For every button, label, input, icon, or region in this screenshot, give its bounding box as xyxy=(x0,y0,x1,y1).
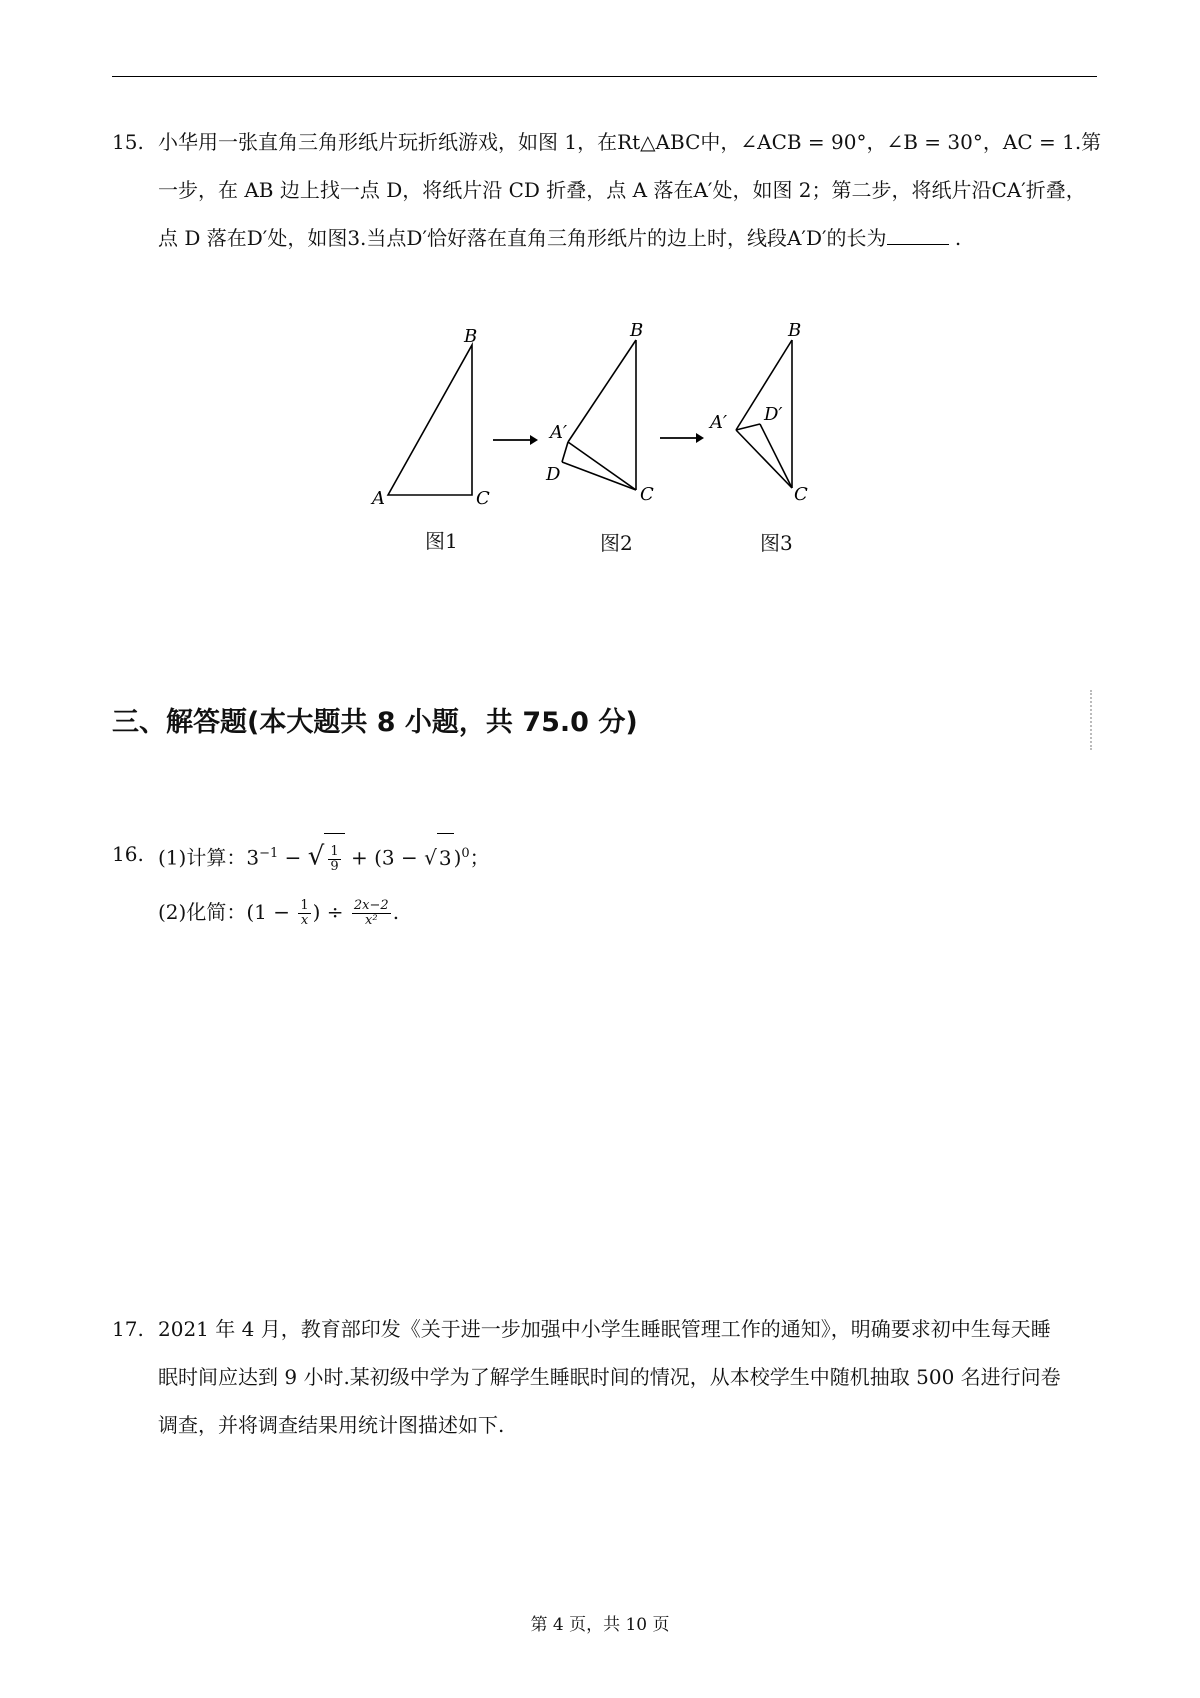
part-label: (1)计算： xyxy=(158,845,247,870)
denominator: x² xyxy=(365,913,378,928)
triangle-figures xyxy=(360,320,840,560)
question-16 xyxy=(112,830,1097,940)
question-text-line: 眠时间应达到 9 小时.某初级中学为了解学生睡眠时间的情况，从本校学生中随机抽取 500 名进行问卷 xyxy=(158,1365,1061,1389)
fig2-label-D: D xyxy=(546,464,561,485)
sqrt-symbol: √ xyxy=(424,845,437,870)
question-text-line: 一步，在 AB 边上找一点 D，将纸片沿 CD 折叠，点 A 落在A′处，如图 2；第二步，将纸片沿CA′折叠， xyxy=(158,178,1086,202)
fig1-caption: 图1 xyxy=(425,529,458,553)
sqrt-radicand: 3 xyxy=(437,833,454,882)
question-17 xyxy=(112,1305,1097,1455)
math-exponent: −1 xyxy=(259,846,279,861)
math-op: ) xyxy=(453,845,462,870)
fraction xyxy=(328,845,340,874)
math-exponent: 0 xyxy=(461,846,470,861)
question-15 xyxy=(112,118,1102,268)
numerator: 1 xyxy=(300,898,309,913)
math-op: ； xyxy=(469,845,490,870)
part-label: (2)化简： xyxy=(158,900,247,924)
fig1-label-A: A xyxy=(372,488,385,509)
math-term: 3 xyxy=(246,845,260,870)
fig3-edge-A1C xyxy=(736,430,792,488)
arrow-1-head xyxy=(530,435,538,445)
fig1-label-B: B xyxy=(464,326,478,347)
sqrt-symbol: √ xyxy=(307,841,325,872)
fraction xyxy=(352,899,391,928)
page-footer: 第 4 页，共 10 页 xyxy=(530,1615,670,1635)
fig3-label-D1: D′ xyxy=(764,404,783,425)
denominator: 9 xyxy=(330,858,339,874)
question-number: 15. xyxy=(112,130,144,154)
arrow-2-head xyxy=(696,433,704,443)
question-text: . xyxy=(948,226,962,250)
fraction xyxy=(298,899,310,928)
side-margin-dots xyxy=(1090,690,1094,750)
fig3-label-A1: A′ xyxy=(710,412,728,433)
question-text: 点 D 落在D′处，如图3.当点D′恰好落在直角三角形纸片的边上时，线段A′D′的长为 xyxy=(158,226,887,250)
question-number: 16. xyxy=(112,842,144,866)
question-text-line: 小华用一张直角三角形纸片玩折纸游戏，如图 1，在Rt△ABC中，∠ACB = 90°，∠B = 30°，AC = 1.第 xyxy=(158,130,1102,154)
question-part-2 xyxy=(158,888,399,936)
header-rule xyxy=(112,76,1097,77)
numerator: 1 xyxy=(330,843,339,859)
question-text-line: 2021 年 4 月，教育部印发《关于进一步加强中小学生睡眠管理工作的通知》，明确要求初中生每天睡 xyxy=(158,1317,1051,1341)
answer-blank[interactable] xyxy=(887,226,949,245)
fig2-edge-BA1 xyxy=(568,340,636,442)
fig2-label-B: B xyxy=(630,320,644,341)
fig2-label-C: C xyxy=(640,484,654,505)
fig1-label-C: C xyxy=(476,488,490,509)
question-text-line xyxy=(158,214,961,262)
fig2-edge-A1D xyxy=(562,442,568,462)
fig3-edge-D1C xyxy=(760,424,792,488)
math-op: − xyxy=(278,845,308,870)
math-op: + (3 − xyxy=(344,845,425,870)
denominator: x xyxy=(300,913,309,928)
question-number: 17. xyxy=(112,1317,144,1341)
math-op: ) ÷ xyxy=(312,900,350,924)
figure-group xyxy=(360,320,840,560)
fig3-label-B: B xyxy=(788,320,802,341)
section-title: 三、解答题(本大题共 8 小题，共 75.0 分) xyxy=(112,707,638,738)
math-op: (1 − xyxy=(246,900,297,924)
question-part-1 xyxy=(158,830,490,882)
math-op: . xyxy=(392,900,400,924)
numerator: 2x−2 xyxy=(353,898,389,913)
fig3-label-C: C xyxy=(794,484,808,505)
figure1-triangle xyxy=(388,345,472,495)
question-text-line: 调查，并将调查结果用统计图描述如下. xyxy=(158,1413,505,1437)
fig2-edge-DC xyxy=(562,462,636,490)
fig3-caption: 图3 xyxy=(760,531,793,555)
fig2-caption: 图2 xyxy=(600,531,633,555)
fig2-edge-A1C xyxy=(568,442,636,490)
fig2-label-A1: A′ xyxy=(550,422,568,443)
